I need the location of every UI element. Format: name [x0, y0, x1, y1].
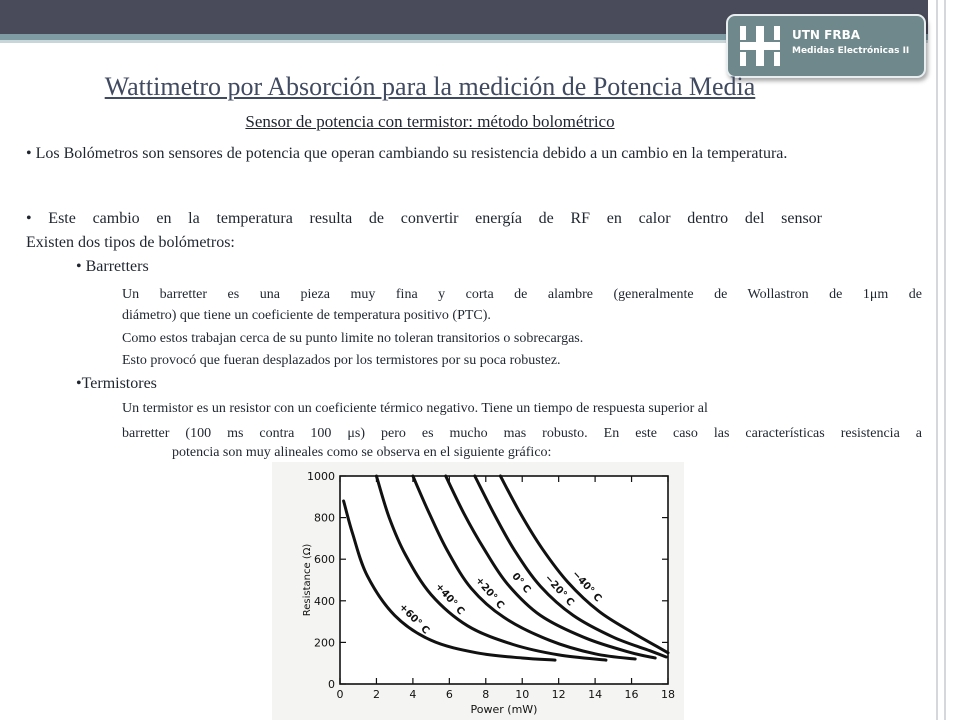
x-tick-label: 4	[409, 688, 417, 701]
bullet-change-line2: Existen dos tipos de bolómetros:	[26, 234, 235, 251]
series-label: +20° C	[472, 575, 506, 612]
utn-logo-icon	[736, 22, 784, 70]
x-axis-label: Power (mW)	[470, 703, 538, 716]
bullet-change-line1: • Este cambio en la temperatura resulta de convertir energía de RF en calor dentro del sensor	[26, 210, 822, 227]
x-tick-label: 14	[588, 688, 603, 701]
series-label: −40° C	[569, 568, 604, 605]
x-tick-label: 0	[336, 688, 344, 701]
y-tick-label: 200	[314, 636, 335, 650]
termistores-line1: Un termistor es un resistor con un coeficiente térmico negativo. Tiene un tiempo de respuesta superior al	[122, 401, 708, 416]
y-tick-label: 600	[314, 553, 335, 567]
right-rule	[936, 0, 938, 720]
series-label: +40° C	[432, 581, 467, 618]
resistance-power-chart	[272, 462, 684, 720]
series-label: −20° C	[542, 572, 576, 609]
y-tick-label: 800	[314, 511, 335, 525]
x-tick-label: 12	[551, 688, 566, 701]
termistores-line2: barretter (100 ms contra 100 μs) pero es mucho mas robusto. En este caso las características resistencia a	[122, 426, 922, 441]
series-label: +60° C	[396, 601, 432, 637]
badge-title: UTN FRBA	[792, 28, 861, 42]
x-tick-label: 16	[624, 688, 639, 701]
x-tick-label: 10	[515, 688, 530, 701]
y-tick-label: 1000	[307, 470, 335, 483]
y-axis-label: Resistance (Ω)	[302, 543, 313, 617]
bullet-bolometers: • Los Bolómetros son sensores de potencia que operan cambiando su resistencia debido a un cambio en la temperatura.	[26, 145, 788, 162]
badge-subtitle: Medidas Electrónicas II	[792, 46, 910, 56]
barretters-line1: Un barretter es una pieza muy fina y corta de alambre (generalmente de Wollastron de 1μm de	[122, 287, 922, 302]
series-label: 0° C	[509, 571, 533, 596]
x-tick-label: 6	[445, 688, 453, 701]
page-title: Wattimetro por Absorción para la medición de Potencia Media	[104, 72, 756, 101]
right-rule-2	[944, 0, 946, 720]
x-tick-label: 18	[661, 688, 675, 701]
barretters-line2: diámetro) que tiene un coeficiente de temperatura positivo (PTC).	[122, 308, 491, 323]
x-tick-label: 8	[482, 688, 490, 701]
page-subtitle: Sensor de potencia con termistor: método bolométrico	[245, 112, 615, 131]
termistores-line3: potencia son muy alineales como se observa en el siguiente gráfico:	[172, 445, 552, 460]
y-tick-label: 0	[328, 678, 335, 691]
termistores-heading: •Termistores	[76, 375, 157, 392]
x-tick-label: 2	[372, 688, 380, 701]
utn-badge	[726, 14, 926, 78]
barretters-heading: • Barretters	[76, 258, 149, 275]
barretters-line3: Como estos trabajan cerca de su punto limite no toleran transitorios o sobrecargas.	[122, 331, 584, 346]
y-tick-label: 400	[314, 594, 335, 608]
barretters-line4: Esto provocó que fueran desplazados por los termistores por su poca robustez.	[122, 353, 561, 368]
